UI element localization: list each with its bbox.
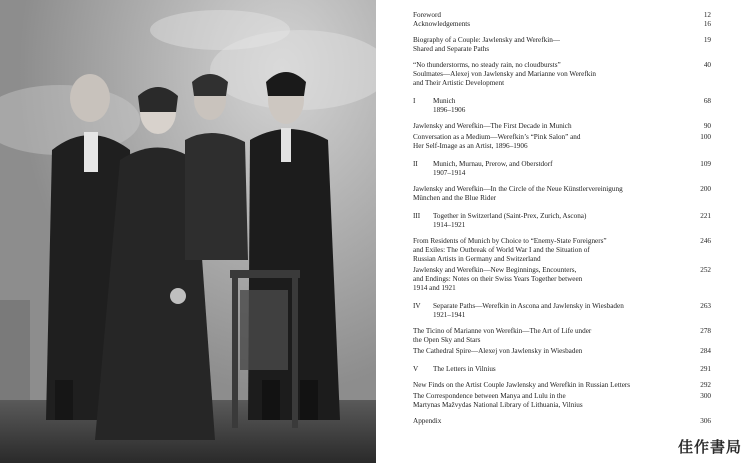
toc-entry-title: New Finds on the Artist Couple Jawlensky and Werefkin in Russian Letters xyxy=(413,381,631,389)
toc-entry-title: Jawlensky and Werefkin—In the Circle of the Neue Künstlervereinigung München and the Blue Rider xyxy=(413,185,623,202)
toc-entry-title: The Cathedral Spire—Alexej von Jawlensky in Wiesbaden xyxy=(413,347,583,355)
toc-entry[interactable] xyxy=(413,392,711,410)
toc-entry-page: 300 xyxy=(700,392,711,400)
toc-entry-page: 246 xyxy=(700,237,711,245)
toc-section[interactable] xyxy=(413,97,711,115)
toc-entry-page: 200 xyxy=(700,185,711,193)
toc-entry[interactable] xyxy=(413,36,711,54)
toc-entry-page: 12 xyxy=(703,11,711,19)
toc-entry-page: 68 xyxy=(703,97,711,105)
toc-entry-title: “No thunderstorms, no steady rain, no cloudbursts” Soulmates—Alexej von Jawlensky and Marianne von Werefkin and Their Artistic Development xyxy=(413,61,596,87)
toc-entry[interactable] xyxy=(413,417,711,426)
table-of-contents-page xyxy=(376,0,750,463)
toc-entry-title: Acknowledgements xyxy=(413,20,471,28)
toc-entry-title: Jawlensky and Werefkin—The First Decade in Munich xyxy=(413,122,572,130)
toc-entry[interactable] xyxy=(413,122,711,131)
toc-section-number: I xyxy=(413,97,416,105)
toc-entry[interactable] xyxy=(413,133,711,151)
toc-entry-page: 252 xyxy=(700,266,711,274)
table-of-contents xyxy=(413,11,711,426)
toc-entry[interactable] xyxy=(413,347,711,356)
toc-entry-page: 306 xyxy=(700,417,711,425)
toc-entry-page: 40 xyxy=(703,61,711,69)
toc-entry[interactable] xyxy=(413,11,711,20)
toc-entry[interactable] xyxy=(413,20,711,29)
toc-entry-title: Foreword xyxy=(413,11,441,19)
toc-entry[interactable] xyxy=(413,61,711,88)
toc-entry[interactable] xyxy=(413,185,711,203)
toc-entry-page: 90 xyxy=(703,122,711,130)
toc-section[interactable] xyxy=(413,302,711,320)
toc-entry-title: Jawlensky and Werefkin—New Beginnings, Encounters, and Endings: Notes on their Swiss Years Together between 1914 and 1921 xyxy=(413,266,583,292)
toc-entry-page: 100 xyxy=(700,133,711,141)
toc-entry-page: 16 xyxy=(703,20,711,28)
toc-entry-page: 263 xyxy=(700,302,711,310)
toc-entry-title: Separate Paths—Werefkin in Ascona and Jawlensky in Wiesbaden 1921–1941 xyxy=(433,302,624,319)
toc-entry[interactable] xyxy=(413,327,711,345)
toc-section[interactable] xyxy=(413,160,711,178)
toc-entry-title: Conversation as a Medium—Werefkin’s “Pink Salon” and Her Self-Image as an Artist, 1896–1906 xyxy=(413,133,581,150)
toc-entry-page: 284 xyxy=(700,347,711,355)
toc-entry-page: 292 xyxy=(700,381,711,389)
toc-entry-title: From Residents of Munich by Choice to “Enemy-State Foreigners” and Exiles: The Outbreak of World War I and the Situation of Russian Artists in Germany and Switzerland xyxy=(413,237,607,263)
toc-entry-page: 19 xyxy=(703,36,711,44)
toc-entry-title: Munich 1896–1906 xyxy=(433,97,466,114)
watermark-stamp: 佳作書局 xyxy=(677,438,742,456)
toc-entry-title: The Ticino of Marianne von Werefkin—The Art of Life under the Open Sky and Stars xyxy=(413,327,592,344)
toc-entry[interactable] xyxy=(413,381,711,390)
toc-section-number: IV xyxy=(413,302,421,310)
toc-section-number: III xyxy=(413,212,421,220)
toc-entry-title: The Correspondence between Manya and Lulu in the Martynas Mažvydas National Library of Lithuania, Vilnius xyxy=(413,392,583,409)
toc-section[interactable] xyxy=(413,365,711,374)
toc-entry-page: 291 xyxy=(700,365,711,373)
toc-entry-title: Appendix xyxy=(413,417,442,425)
toc-section-number: V xyxy=(413,365,419,373)
toc-entry[interactable] xyxy=(413,266,711,293)
toc-section-number: II xyxy=(413,160,418,168)
toc-entry-page: 221 xyxy=(700,212,711,220)
toc-entry-title: Munich, Murnau, Prerow, and Oberstdorf 1907–1914 xyxy=(433,160,553,177)
toc-entry-title: The Letters in Vilnius xyxy=(433,365,496,373)
toc-entry-page: 278 xyxy=(700,327,711,335)
toc-entry[interactable] xyxy=(413,237,711,264)
toc-section[interactable] xyxy=(413,212,711,230)
toc-entry-title: Biography of a Couple: Jawlensky and Werefkin— Shared and Separate Paths xyxy=(413,36,560,53)
toc-entry-page: 109 xyxy=(700,160,711,168)
toc-entry-title: Together in Switzerland (Saint-Prex, Zurich, Ascona) 1914–1921 xyxy=(433,212,587,229)
